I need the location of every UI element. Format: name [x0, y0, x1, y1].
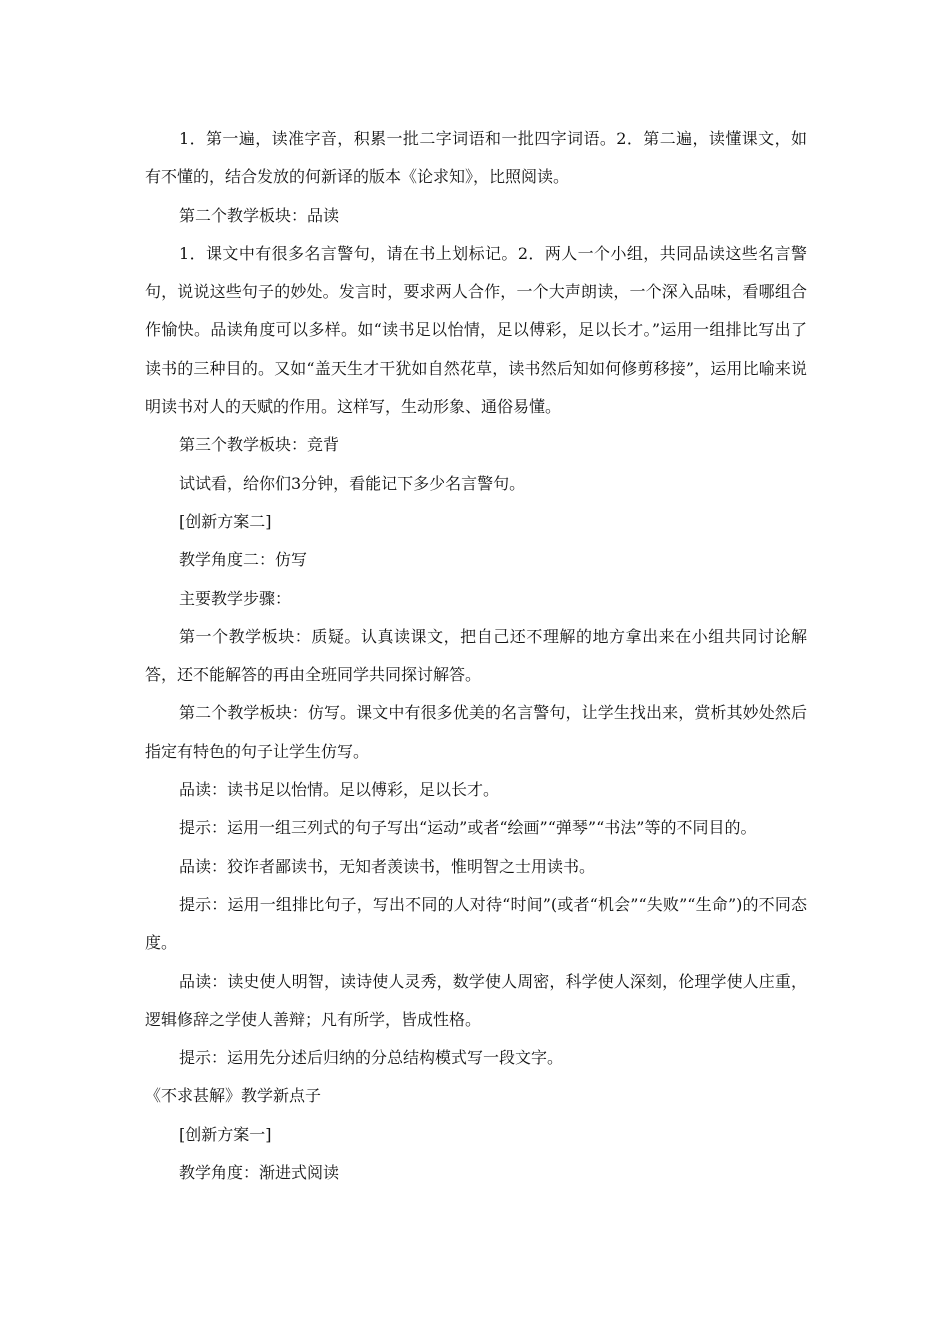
- paragraph-reading-steps: 1．第一遍，读准字音，积累一批二字词语和一批四字词语。2．第二遍，读懂课文，如有不懂的，结合发放的何新译的版本《论求知》，比照阅读。: [145, 129, 807, 187]
- heading-plan-two: [创新方案二]: [179, 511, 272, 531]
- paragraph-block-two-imitate: 第二个教学板块：仿写。课文中有很多优美的名言警句，让学生找出来，赏析其妙处然后指定有特色的句子让学生仿写。: [145, 703, 807, 761]
- document-body: [145, 120, 807, 1192]
- paragraph-tishi-2: 提示：运用一组排比句子，写出不同的人对待“时间”(或者“机会”“失败”“生命”)的不同态度。: [145, 894, 807, 953]
- paragraph-pindu-2: 品读：狡诈者鄙读书，无知者羡读书，惟明智之士用读书。: [179, 856, 596, 876]
- paragraph-pindu-3: 品读：读史使人明智，读诗使人灵秀，数学使人周密，科学使人深刻，伦理学使人庄重，逻辑修辞之学使人善辩；凡有所学，皆成性格。: [145, 971, 807, 1029]
- paragraph-block-one-question: 第一个教学板块：质疑。认真读课文，把自己还不理解的地方拿出来在小组共同讨论解答，还不能解答的再由全班同学共同探讨解答。: [145, 626, 807, 685]
- paragraph-tishi-3: 提示：运用先分述后归纳的分总结构模式写一段文字。: [179, 1048, 564, 1068]
- heading-teaching-angle-two: 教学角度二：仿写: [179, 550, 308, 570]
- heading-block-three: 第三个教学板块：竞背: [179, 435, 340, 455]
- heading-block-two: 第二个教学板块：品读: [179, 205, 340, 225]
- paragraph-tishi-1: 提示：运用一组三列式的句子写出“运动”或者“绘画”“弹琴”“书法”等的不同目的。: [179, 818, 757, 838]
- paragraph-quotes-analysis: 1．课文中有很多名言警句，请在书上划标记。2．两人一个小组，共同品读这些名言警句，说说这些句子的妙处。发言时，要求两人合作，一个大声朗读，一个深入品味，看哪组合作愉快。品读角度可以多样。如“读书足以怡情，足以傅彩，足以长才。”运用一组排比写出了读书的三种目的。又如“盖天生才干犹如自然花草，读书然后知如何修剪移接”，运用比喻来说明读书对人的天赋的作用。这样写，生动形象、通俗易懂。: [145, 243, 807, 417]
- section-title-buqiushenjie: 《不求甚解》教学新点子: [145, 1086, 322, 1106]
- paragraph-recite: 试试看，给你们3分钟，看能记下多少名言警句。: [179, 473, 526, 493]
- paragraph-pindu-1: 品读：读书足以怡情。足以傅彩，足以长才。: [179, 780, 500, 800]
- heading-teaching-angle: 教学角度：渐进式阅读: [179, 1163, 340, 1183]
- heading-plan-one: [创新方案一]: [179, 1124, 272, 1144]
- heading-main-steps: 主要教学步骤：: [179, 588, 292, 608]
